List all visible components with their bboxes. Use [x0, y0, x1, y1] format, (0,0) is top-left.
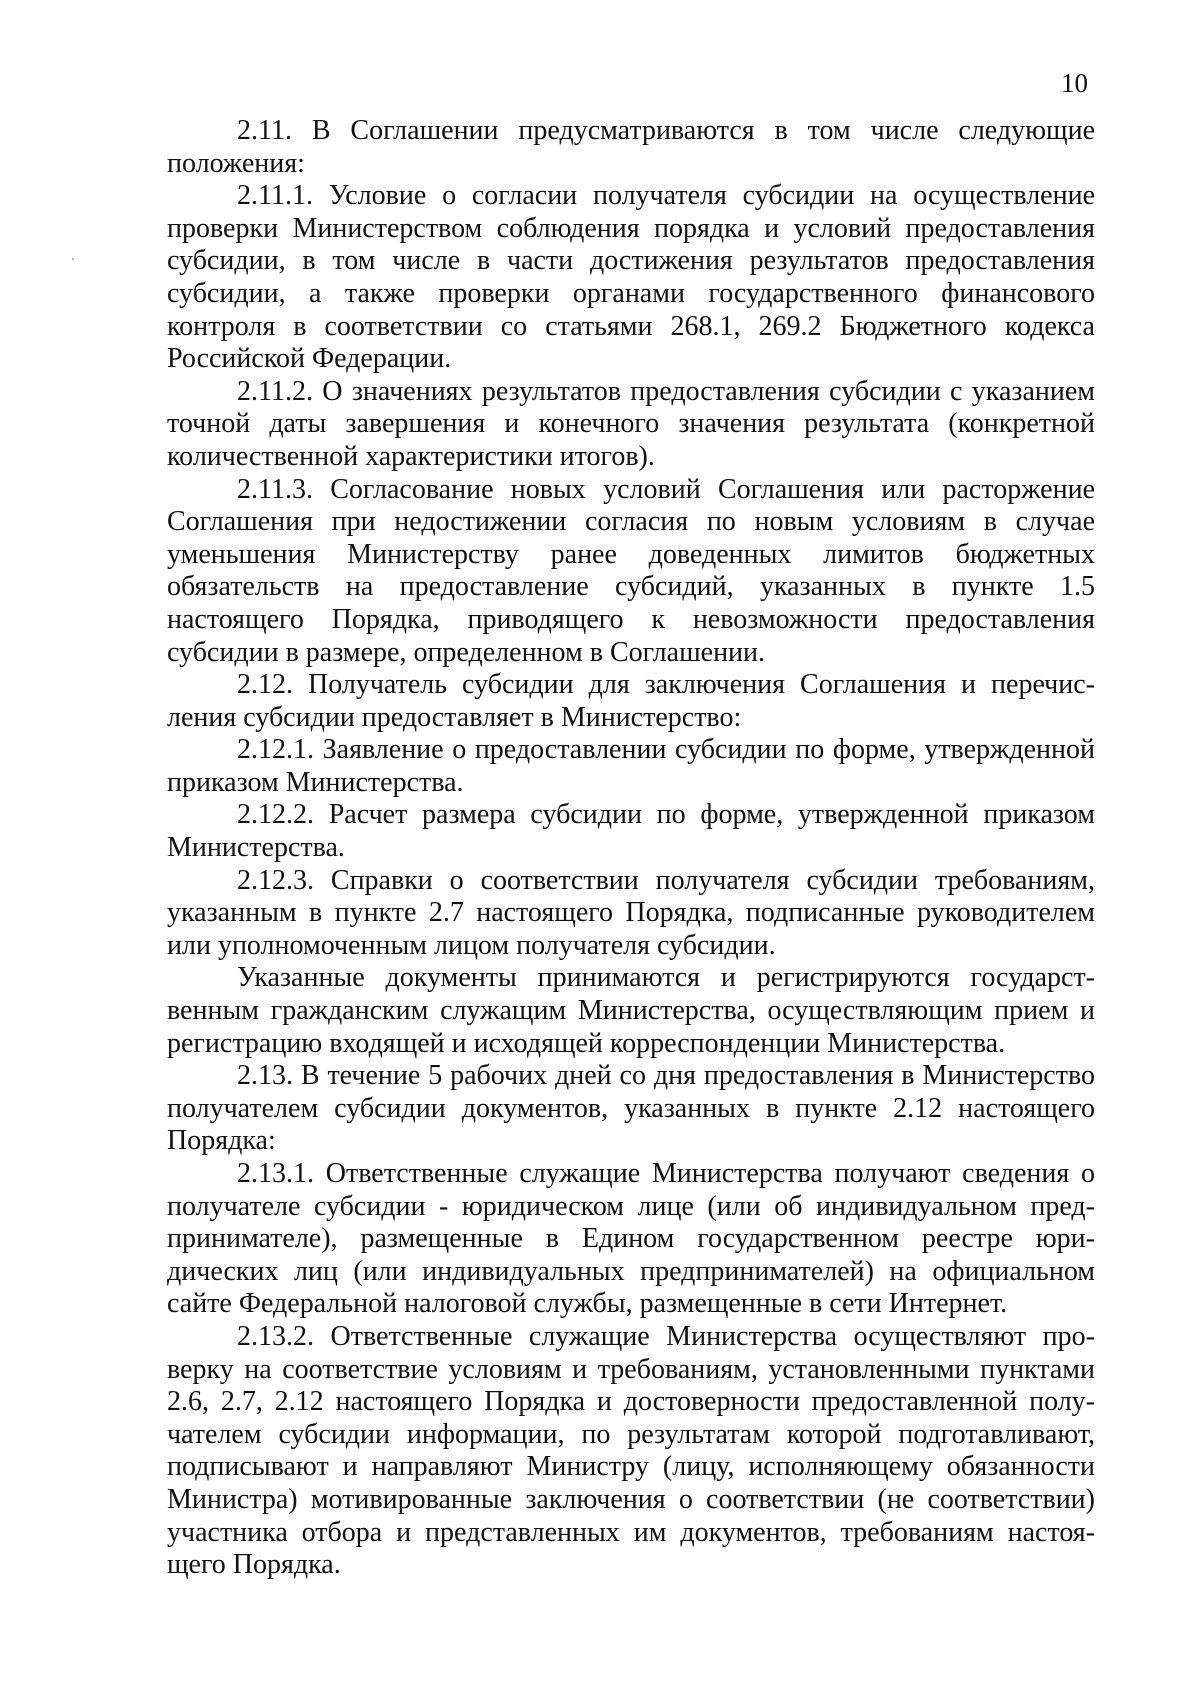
paragraph-2-13: 2.13. В течение 5 рабочих дней со дня предоставления в Министерство получателем субсидии документов, указанных в пункте 2.12 настоящего Порядка: [167, 1060, 1095, 1157]
paragraph-2-12-3: 2.12.3. Справки о соответствии получателя субсидии требованиям, указанным в пункте 2.7 настоящего Порядка, подписанные руководителем или уполномоченным лицом получателя субсидии. [167, 864, 1095, 961]
paragraph-2-11-2: 2.11.2. О значениях результатов предоставления субсидии с указанием точной даты завершения и конечного значения результата (конкретной количественной характеристики итогов). [167, 375, 1095, 472]
paragraph-2-12-1: 2.12.1. Заявление о предоставлении субсидии по форме, утвержденной приказом Министерства. [167, 734, 1095, 798]
scan-artifact [72, 258, 74, 260]
paragraph-documents-registration: Указанные документы принимаются и регистрируются государственным гражданским служащим Министерства, осуществляющим прием и регистрацию входящей и исходящей корреспонденции Министерства. [167, 962, 1095, 1059]
paragraph-2-11-1: 2.11.1. Условие о согласии получателя субсидии на осуществление проверки Министерством соблюдения порядка и условий предоставления субсидии, в том числе в части достижения результатов предоставления субсидии, а также проверки органами государственного финансового контроля в соответствии со статьями 268.1, 269.2 Бюджетного кодекса Российской Федерации. [167, 180, 1095, 375]
paragraph-2-13-2: 2.13.2. Ответственные служащие Министерства осуществляют проверку на соответствие условиям и требованиям, установленными пунктами 2.6, 2.7, 2.12 настоящего Порядка и достоверности предоставленной получателем субсидии информации, по результатам которой подготавливают, подписывают и направляют Министру (лицу, исполняющему обязанности Министра) мотивированные заключения о соответствии (не соответствии) участника отбора и представленных им документов, требованиям настоящего Порядка. [167, 1320, 1095, 1581]
paragraph-2-12: 2.12. Получатель субсидии для заключения Соглашения и перечисления субсидии предоставляет в Министерство: [167, 669, 1095, 733]
paragraph-2-12-2: 2.12.2. Расчет размера субсидии по форме, утвержденной приказом Министерства. [167, 799, 1095, 864]
paragraph-2-11-3: 2.11.3. Согласование новых условий Соглашения или расторжение Соглашения при недостижении согласия по новым условиям в случае уменьшения Министерству ранее доведенных лимитов бюджетных обязательств на предоставление субсидий, указанных в пункте 1.5 настоящего Порядка, приводящего к невозможности предоставления субсидии в размере, определенном в Соглашении. [167, 473, 1095, 668]
paragraph-2-11: 2.11. В Соглашении предусматриваются в том числе следующие положения: [167, 115, 1095, 179]
page-number: 10 [1061, 68, 1088, 98]
paragraph-2-13-1: 2.13.1. Ответственные служащие Министерства получают сведения о получателе субсидии - юридическом лице (или об индивидуальном предпринимателе), размещенные в Едином государственном реестре юридических лиц (или индивидуальных предпринимателей) на официальном сайте Федеральной налоговой службы, размещенные в сети Интернет. [167, 1158, 1095, 1320]
document-body [167, 115, 1095, 1582]
